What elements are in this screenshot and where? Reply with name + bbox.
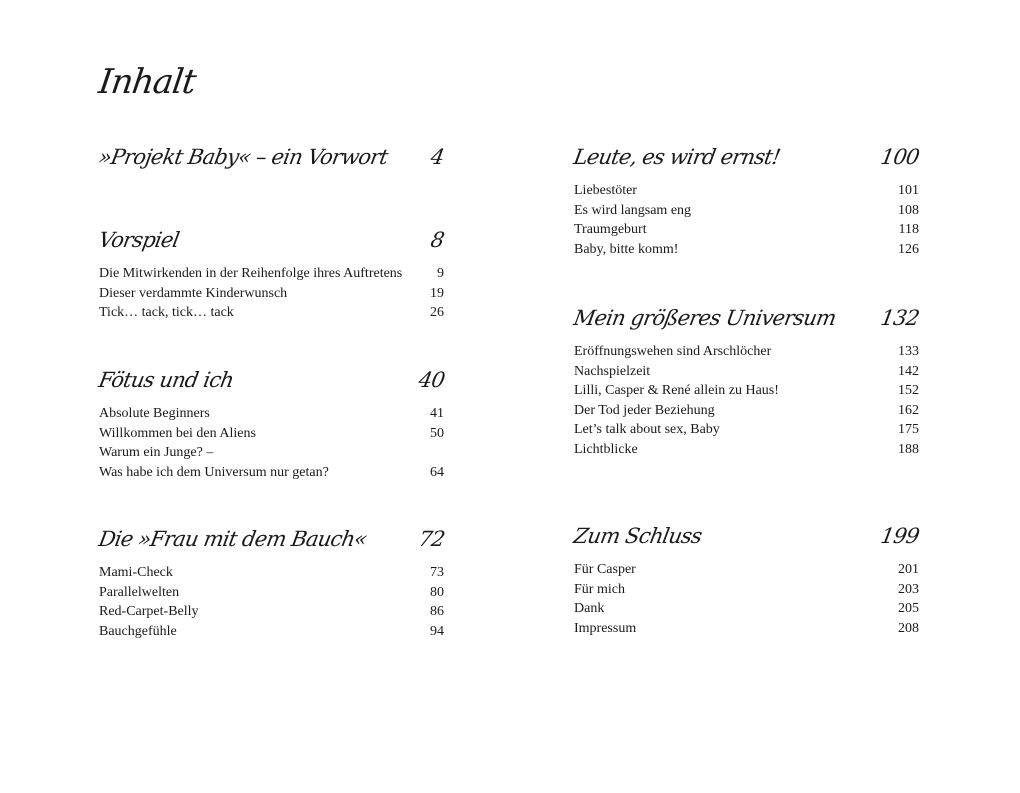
entry-title: Dank bbox=[574, 601, 605, 616]
section-heading bbox=[96, 368, 447, 398]
section-title: Vorspiel bbox=[96, 228, 181, 252]
entry-title: Lichtblicke bbox=[574, 441, 638, 457]
entry-title: Mami-Check bbox=[99, 565, 173, 580]
page-title: Inhalt bbox=[96, 62, 198, 102]
section-title: Zum Schluss bbox=[571, 524, 704, 548]
entry-page-number: 108 bbox=[898, 202, 919, 218]
section-heading bbox=[96, 527, 447, 557]
entry-page-number: 201 bbox=[898, 562, 919, 577]
entry-title: Tick… tack, tick… tack bbox=[99, 305, 234, 320]
toc-entry[interactable] bbox=[99, 563, 444, 583]
entry-title: Was habe ich dem Universum nur getan? bbox=[99, 464, 329, 480]
entry-title: Liebestöter bbox=[574, 183, 637, 198]
entry-page-number: 9 bbox=[437, 266, 444, 281]
entry-title: Eröffnungswehen sind Arschlöcher bbox=[574, 344, 772, 359]
entry-page-number: 162 bbox=[898, 402, 919, 418]
section-page-number: 72 bbox=[416, 527, 447, 551]
entry-page-number: 50 bbox=[430, 425, 444, 441]
section-title: Mein größeres Universum bbox=[571, 306, 838, 330]
toc-entry[interactable] bbox=[99, 443, 444, 463]
toc-section-foetus[interactable] bbox=[96, 368, 447, 482]
section-page-number: 199 bbox=[879, 524, 922, 548]
entry-page-number: 73 bbox=[430, 565, 444, 580]
section-page-number: 8 bbox=[429, 228, 447, 252]
toc-entry[interactable] bbox=[99, 404, 444, 424]
entry-title: Traumgeburt bbox=[574, 222, 647, 237]
section-page-number: 4 bbox=[429, 145, 447, 169]
entry-page-number: 118 bbox=[898, 222, 919, 237]
toc-section-leute-es-wird-ernst[interactable] bbox=[571, 145, 922, 259]
toc-entry[interactable] bbox=[574, 342, 919, 362]
toc-entry[interactable] bbox=[574, 381, 919, 401]
toc-section-vorwort[interactable] bbox=[96, 145, 447, 181]
toc-section-frau-mit-dem-bauch[interactable] bbox=[96, 527, 447, 641]
toc-section-vorspiel[interactable] bbox=[96, 228, 447, 323]
entry-title: Warum ein Junge? – bbox=[99, 445, 214, 460]
entry-title: Parallelwelten bbox=[99, 584, 180, 600]
section-heading bbox=[96, 228, 447, 258]
toc-entry[interactable] bbox=[99, 264, 444, 284]
entry-title: Bauchgefühle bbox=[99, 623, 177, 639]
entry-title: Impressum bbox=[574, 620, 637, 636]
section-heading bbox=[571, 306, 922, 336]
entry-title: Dieser verdammte Kinderwunsch bbox=[99, 285, 288, 301]
entry-title: Für mich bbox=[574, 581, 625, 597]
entry-page-number: 188 bbox=[898, 441, 919, 457]
toc-entry[interactable] bbox=[574, 220, 919, 240]
entry-page-number: 142 bbox=[898, 363, 919, 379]
entry-title: Es wird langsam eng bbox=[574, 202, 692, 218]
entry-title: Let’s talk about sex, Baby bbox=[574, 422, 720, 437]
entry-page-number: 205 bbox=[898, 601, 919, 616]
section-title: »Projekt Baby« – ein Vorwort bbox=[96, 145, 390, 169]
entry-page-number: 208 bbox=[898, 620, 919, 636]
toc-entry[interactable] bbox=[574, 580, 919, 600]
toc-entry[interactable] bbox=[574, 181, 919, 201]
entry-title: Nachspielzeit bbox=[574, 363, 651, 379]
toc-entry[interactable] bbox=[574, 201, 919, 221]
entry-title: Willkommen bei den Aliens bbox=[99, 425, 256, 441]
entry-page-number: 133 bbox=[898, 344, 919, 359]
entry-page-number: 80 bbox=[430, 584, 444, 600]
entry-page-number: 86 bbox=[430, 604, 444, 619]
entry-title: Absolute Beginners bbox=[99, 406, 210, 421]
toc-entry[interactable] bbox=[99, 463, 444, 483]
toc-entry[interactable] bbox=[99, 424, 444, 444]
entry-title: Für Casper bbox=[574, 562, 636, 577]
toc-entry[interactable] bbox=[574, 420, 919, 440]
entry-page-number: 26 bbox=[430, 305, 444, 320]
entry-title: Lilli, Casper & René allein zu Haus! bbox=[574, 383, 779, 398]
entry-page-number: 94 bbox=[430, 623, 444, 639]
section-page-number: 100 bbox=[879, 145, 922, 169]
section-title: Fötus und ich bbox=[96, 368, 236, 392]
section-title: Leute, es wird ernst! bbox=[571, 145, 782, 169]
toc-entry[interactable] bbox=[99, 583, 444, 603]
toc-section-groesseres-universum[interactable] bbox=[571, 306, 922, 459]
toc-entry[interactable] bbox=[99, 622, 444, 642]
toc-entry[interactable] bbox=[99, 602, 444, 622]
entry-page-number: 19 bbox=[430, 285, 444, 301]
section-heading bbox=[571, 145, 922, 175]
toc-entry[interactable] bbox=[574, 240, 919, 260]
toc-entry[interactable] bbox=[99, 303, 444, 323]
entry-page-number: 41 bbox=[430, 406, 444, 421]
entry-title: Der Tod jeder Beziehung bbox=[574, 402, 715, 418]
entry-page-number: 203 bbox=[898, 581, 919, 597]
section-heading bbox=[571, 524, 922, 554]
section-page-number: 132 bbox=[879, 306, 922, 330]
entry-title: Die Mitwirkenden in der Reihenfolge ihres Auftretens bbox=[99, 266, 403, 281]
toc-section-zum-schluss[interactable] bbox=[571, 524, 922, 638]
toc-entry[interactable] bbox=[574, 440, 919, 460]
toc-entry[interactable] bbox=[574, 599, 919, 619]
section-page-number: 40 bbox=[416, 368, 447, 392]
section-heading bbox=[96, 145, 447, 175]
toc-entry[interactable] bbox=[574, 401, 919, 421]
entry-title: Baby, bitte komm! bbox=[574, 241, 679, 257]
entry-page-number: 64 bbox=[430, 464, 444, 480]
toc-entry[interactable] bbox=[574, 560, 919, 580]
toc-entry[interactable] bbox=[574, 362, 919, 382]
entry-page-number: 175 bbox=[898, 422, 919, 437]
toc-entry[interactable] bbox=[99, 284, 444, 304]
entry-page-number: 126 bbox=[898, 241, 919, 257]
entry-title: Red-Carpet-Belly bbox=[99, 604, 199, 619]
toc-entry[interactable] bbox=[574, 619, 919, 639]
entry-page-number: 152 bbox=[898, 383, 919, 398]
entry-page-number: 101 bbox=[898, 183, 919, 198]
section-title: Die »Frau mit dem Bauch« bbox=[96, 527, 369, 551]
